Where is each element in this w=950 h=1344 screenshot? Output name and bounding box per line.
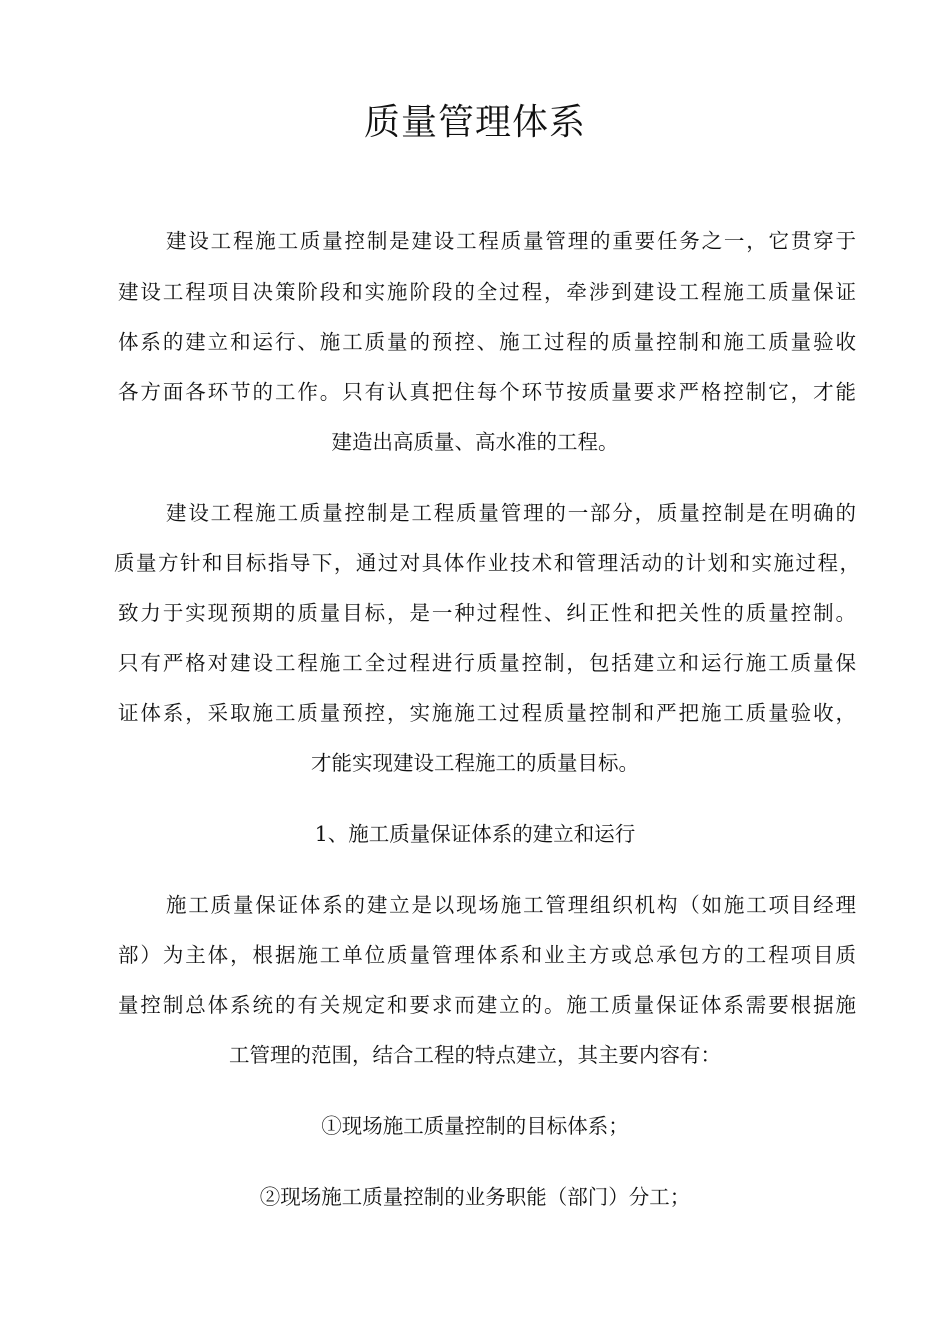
document-title: 质量管理体系 (363, 102, 586, 143)
paragraph-1-line-5: 建造出高质量、高水准的工程。 (331, 430, 619, 454)
paragraph-3-line-4: 工管理的范围，结合工程的特点建立，其主要内容有： (229, 1043, 721, 1067)
paragraph-1-line-1: 建设工程施工质量控制是建设工程质量管理的重要任务之一，它贯穿于 (166, 229, 856, 253)
paragraph-2-line-3: 致力于实现预期的质量目标，是一种过程性、纠正性和把关性的质量控制。 (118, 601, 856, 625)
paragraph-1-line-2: 建设工程项目决策阶段和实施阶段的全过程，牵涉到建设工程施工质量保证 (118, 280, 856, 304)
list-item: ①现场施工质量控制的目标体系； (321, 1114, 629, 1138)
paragraph-2-line-5: 证体系，采取施工质量预控，实施施工过程质量控制和严把施工质量验收， (118, 701, 856, 725)
paragraph-3-line-3: 量控制总体系统的有关规定和要求而建立的。施工质量保证体系需要根据施 (118, 993, 856, 1017)
paragraph-2-line-4: 只有严格对建设工程施工全过程进行质量控制，包括建立和运行施工质量保 (118, 651, 856, 675)
section-heading: 1、施工质量保证体系的建立和运行 (314, 822, 636, 846)
list-item: ②现场施工质量控制的业务职能（部门）分工； (259, 1185, 691, 1209)
paragraph-2-line-2: 质量方针和目标指导下，通过对具体作业技术和管理活动的计划和实施过程， (114, 551, 860, 575)
paragraph-2-line-6: 才能实现建设工程施工的质量目标。 (311, 751, 639, 775)
paragraph-1-line-3: 体系的建立和运行、施工质量的预控、施工过程的质量控制和施工质量验收 (118, 330, 856, 354)
paragraph-1-line-4: 各方面各环节的工作。只有认真把住每个环节按质量要求严格控制它，才能 (118, 380, 856, 404)
paragraph-2-line-1: 建设工程施工质量控制是工程质量管理的一部分，质量控制是在明确的 (166, 501, 856, 525)
paragraph-3-line-2: 部）为主体，根据施工单位质量管理体系和业主方或总承包方的工程项目质 (118, 943, 856, 967)
paragraph-3-line-1: 施工质量保证体系的建立是以现场施工管理组织机构（如施工项目经理 (166, 893, 856, 917)
